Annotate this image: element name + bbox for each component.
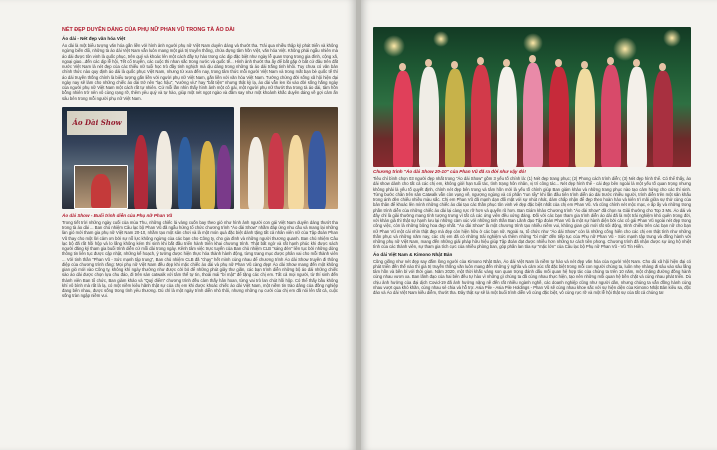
face: [399, 63, 406, 71]
model-figure: [288, 135, 304, 209]
model-figure: [134, 135, 148, 209]
model-figure: [627, 67, 647, 167]
article-title: NÉT ĐẸP DUYÊN DÁNG CỦA PHỤ NỮ PHAN VŨ TRONG TÀ ÁO DÀI: [62, 27, 235, 33]
banner-text: Áo Dài Show: [72, 117, 122, 127]
model-figure: [393, 71, 413, 167]
inset-portrait-photo: [74, 165, 128, 209]
face: [607, 57, 614, 65]
left-page: [0, 0, 356, 450]
intro-paragraph: Áo dài là một biểu tượng văn hóa gắn liền với hình ảnh người phụ nữ Việt Nam duyên dáng và thướt tha. Trải qua nhiều thập kỷ phát triển và không ngừng biến đổi, những tà áo dài Việt Nam vẫn luôn mang một giá trị truyền thống, chứa đựng tâm hồn Việt, văn hóa Việt. Không phải ngẫu nhiên mà áo dài được tôn vinh là quốc phục, trên quý và khoác lên một cách đầy tự hào trong các dịp đặc biệt như ngày lễ quan trọng trong gia đình, cộng xã, ngoại giao...đến các dịp lễ hội, Tết cổ truyền, các cuộc thi nhan sắc trong nước và quốc tế... Hình ảnh thướt tha ấy để bất gặp ở bất cứ đâu trên đất nước Việt Nam là nét đẹp của các thiếu nữ tuổi học trò đầy tinh nghịch mà dịu dàng trong những tà áo dài trắng tinh khôi. Tuy chưa có văn bản chính thức nào quy định áo dài là quốc phục Việt Nam, nhưng từ xưa đến nay, trong tâm thức mỗi người Việt Nam và trong mắt bạn bè quốc tế thì áo dài truyền thống chính là biểu tượng gắn liền với người phụ nữ Việt Nam, gắn liền với văn hóa Việt Nam. Tưởng chừng đời sống xã hội hiện đại ngày nay sẽ làm cho những chiếc áo dài trở nên "lạc hậu", "vướng víu" hay "bất tiện" nhưng thật kỳ lạ, áo dài vẫn len lỏi vào đời sống hằng ngày của người phụ nữ Việt Nam một cách rất tự nhiên. Cứ mỗi lần nhìn thấy hình ảnh một cô gái, một người phụ nữ thướt tha trong tà áo dài, tâm hồn bỗng nhiên trở nên vô cùng rạng rỡ, thêm yêu quý và tự hào, giúp một nét ngọt ngào và đầm say như một khoảnh khắc duyên dáng về gợi cảm ấn sâu bên trong mỗi người phụ nữ Việt Nam.: [62, 43, 338, 101]
model-figure: [549, 67, 569, 167]
face: [659, 63, 666, 71]
section-heading-kimono: Áo dài Việt Nam & Kimono Nhật Bản: [373, 251, 453, 257]
face: [529, 55, 536, 63]
model-figure: [200, 141, 215, 209]
model-figure: [248, 137, 264, 209]
criteria-paragraph: Tiêu chí bình chọn 03 người đẹp nhất trong "Áo dài Show" gồm 3 yếu tố chính là: (1) Nét đẹp trang phục; (2) Phong cách trình diễn; (3) Nét đẹp hình thể. Có thể thấy, áo dài show dành cho tất cả các chị em, không giới hạn tuổi tác, tình trạng hôn nhân, vị trí công tác... Nét đẹp hình thể - cái đẹp bên ngoài là một yếu tố quan trọng nhưng không phải là yếu tố quyết định, chính nét đẹp bên trong và tâm hồn mới là yếu tố chính giúp Ban giám khảo và những trang phục nào tạo cảm hứng cho các thí sinh. Từng bước chân trên sân Catwalk vẫn còn vụng về, ngượng ngùng và có phần "run rẩy" khi lần đầu tiên trình diễn áo dài trước nhiều người, trình diễn trên một sân khấu trong ánh đèn chiếu nhiều màu sắc. Chị em Phan Vũ đã mạnh dạn đối mặt với sự nhút nhát, dám chấp nhận để đẹp theo hoàn hảo và kiên trì mãi giữa sự thử cùng của bản thân để khoác lên mình những chiếc áo dài tạo các thần phục tôn vinh vẻ đẹp đặc biệt nhất của chị em Phan Vũ. Và cũng chính nét mộc mạc, e ấp ấy và những trong phần trình diễn của những chiếc áo dài lại càng rực rỡ hơn và quyến rũ hơn. Ban Giám khảo Chương trình "Áo dài Show" đã chọn ra Giải thưởng cho Top 3 Ms. Áo dài và đây chỉ là giải thưởng mang tính tượng trưng vì tất cả các ứng viên đều xứng đáng. Đối với các bạn tham gia trình diễn áo dài đã là một trải nghiệm khó quên trong đời, với khán giả thì thật sự hạnh lưu lại những cảm xúc với những tinh thần Ban Lãnh đạo Tập đoàn Phan Vũ là một sự hành diện bởi các cô gái Phan Vũ ngoài nét đẹp trong công việc, còn là những bông hoa đẹp nhất. "Áo dài Show" là một chương trình tạo nhiều niềm vui, không gian gió mới rất sôi động, trình chiếu trên các bạn nữ cho bạn nữ Phan Vũ một cái nhìn thật đẹp mà đẹp còn hiện hữu ở các bạn nữ. Ngoài ra, tổ chức như "Áo dài Show" còn là những cống hiến cho các chị em thật tình như những thần phục và những năm nay, các chị em đã có những trải nghiệm và thêm những "bí mật" đến tiếp tục của Phụ nữ Phan Vũ - Sức mạnh tập trung và đồng hành với những phụ nữ Việt Nam, mang đến những giải pháp hữu hiệu giúp Tập đoàn đạt được nhiều hơn những tư cách tiên phong. Chương trình đã nhận được sự ủng hộ nhiệt tình của các thành viên, sự tham gia tích cực của nhiều phòng ban, góp phần lan tỏa sự "mặc lớn" của Câu lạc bộ Phụ nữ Phan Vũ - Vũ Tín Hiền.: [373, 176, 691, 250]
light-decoration: [523, 33, 543, 53]
light-decoration: [663, 29, 681, 47]
face: [581, 61, 588, 69]
photo-caption: Áo dài Show - Buổi trình diễn của Phụ nữ Phan Vũ: [62, 212, 173, 218]
face: [555, 59, 562, 67]
light-decoration: [383, 35, 405, 57]
model-figure: [217, 145, 231, 209]
face: [633, 59, 640, 67]
award-ceremony-photo: [373, 27, 691, 167]
model-figure: [445, 69, 465, 167]
model-figure: [497, 67, 517, 167]
model-figure: [601, 65, 621, 167]
face: [425, 59, 432, 67]
group-photo: [240, 107, 338, 209]
right-page: [361, 0, 717, 450]
model-figure: [523, 63, 543, 167]
section-heading-ao-dai-culture: Áo dài - Nét đẹp văn hóa Việt: [62, 36, 126, 41]
kimono-paragraph: Cũng giống như nét đẹp say đắm lòng người của Kimono Nhật Bản, Áo dài Việt Nam là niềm tự hào và nét đẹp văn hóa của người Việt Nam. Cho dù xã hội hiện đại có phát triển đến thế nào thì giá trị truyền thống văn luôn mang đến những ý nghĩa và cảm xúc rất đặc biệt trong mỗi con người chúng ta, luôn nhẹ nhàng đi sâu vào sâu lắng tâm hồn và bền bỉ với thời gian. Năm 2020, một thời khắc vàng son quan trọng đánh dấu mối quan hệ hợp tác của chúng ta trên 10 năm, một chặng đường đồng hành cùng nhau vươn xa. Ban lãnh đạo của hai bên đều tự hào vì những gì chúng ta đã cùng nhau thực hiện, tạo nên những mối quan hệ bền chặt và cùng nhau phát triển. Dù chịu ảnh hưởng của đại dịch Covid-19 đã ảnh hưởng nặng nề đến rất nhiều ngành nghề, các doanh nghiệp cũng như người dân, nhưng chúng ta vẫn đồng hành cùng nhau vượt qua khó khăn, cùng nhau sẻ chia và hỗ trợ. Asia Pile - Asia Pile Holdings - Phan Vũ sẽ cùng nhau khoe sắc với sự hiện diện của Kimono Nhật Bản kiêu sa, độc đáo và Áo dài Việt Nam kiều diễm, thướt tha. Đây thật sự sẽ là một buổi trình diễn vô cùng đặc biệt, vô cùng rực rỡ và một lễ hội thật sự của tất cả chúng ta!: [373, 258, 691, 295]
event-banner: [67, 111, 127, 135]
face: [503, 59, 510, 67]
model-figure: [471, 65, 491, 167]
model-figure: [178, 137, 192, 209]
model-figure: [419, 67, 439, 167]
model-figure: [91, 174, 111, 208]
event-photo-collage: [62, 107, 338, 211]
model-figure: [268, 133, 284, 209]
photo-caption: Chương trình "Áo dài Show 20-10" của Phan Vũ đã ra đời như vậy đó!: [373, 169, 526, 174]
event-paragraph: Trong tiết trời những ngày cuối của mùa Thu, những chiếc lá vàng cuốn bay theo gió như hình ảnh người con gái Việt Nam duyên dáng thướt tha trong tà áo dài ... Ban chủ nhiệm Câu lạc bộ Phan Vũ đã ngẫu hứng tổ chức chương trình "Áo dài Show" nhằm đáp ứng nhu cầu và mang lại những làn gió mới tham gia phụ nữ Việt Nam 20-10, nhằm tạo một sân chơi và là một món quà đặc biệt dành tặng tất cả nhân viên nữ của Tập đoàn Phan Vũ thay cho một lời cảm ơn bởi sự nỗ lực không ngừng của các bạn cho Công ty, cho gia đình và những người thương quanh. Ban chủ nhiệm Câu lạc bộ đã rất hồi hộp và lo lắng không kém thí sinh khi bắt đầu triển hành triển khai chương trình. Thật bất ngờ và rất hạnh phúc khi được sách người đăng ký tham gia buổi trình diễn cứ mỗi dài trong ngày. Kênh tâm việc trực tuyến của Ban chủ nhiệm CLB "sáng đèn" liên tục bởi những dòng thông tin liên tục được cập nhật, những kế hoạch, ý tưởng được hiện thực hóa thành hành động, từng trang mục được phân vai cho mỗi thành viên ... Với tinh thần "Phan Vũ - Sức mạnh tập trung", Ban chủ nhiệm CLB đã "chạy" hết mình cùng nhau để chương trình Áo dài Show truyền đi thông điệp của chương trình rằng: Mọi phụ nữ Việt Nam đều đẹp khi mặc chiếc áo dài và phụ nữ Phan Vũ càng đẹp! Áo dài Show mang đến một không gian gió mới vào Công ty, không khí ngày thường như được cởi bỏ để những phút giây thư giãn, các bạn trình diễn những bộ áo dài những chiếc sào áo dài được chọn lựa chu đáo, đi trên sàn catwalk với tâm thế tự tin, thoải mái "bí mật" để tặng các chị em. Tất cả mọi người, từ thí sinh đến thành viên Ban tổ chức, Ban giám khảo và "Quý điểm" chương trình đều cảm thấy hân hoan, từng vai trò lan chút hồi hộp. Có thể thấy bầu không khí vô bình mà rất là lạ, có một niềm kiêu hãnh thật sự của chị em khi được khoác chiếc áo dài Việt Nam, một niềm tin trào dâng của đồng nghiệp đang bên nhau, được sống trong tình yêu thương. Dù chỉ là một ngày trình diễn nhỏ thôi, nhưng những nụ cười của chị em đã nói lên tất cả, cuộc sống tràn ngập niềm vui.: [62, 219, 338, 299]
model-figure: [308, 131, 326, 209]
model-figure: [575, 69, 595, 167]
model-figure: [156, 131, 172, 209]
light-decoration: [433, 31, 449, 47]
face: [451, 61, 458, 69]
model-figure: [653, 71, 673, 167]
face: [477, 57, 484, 65]
light-decoration: [613, 37, 637, 61]
